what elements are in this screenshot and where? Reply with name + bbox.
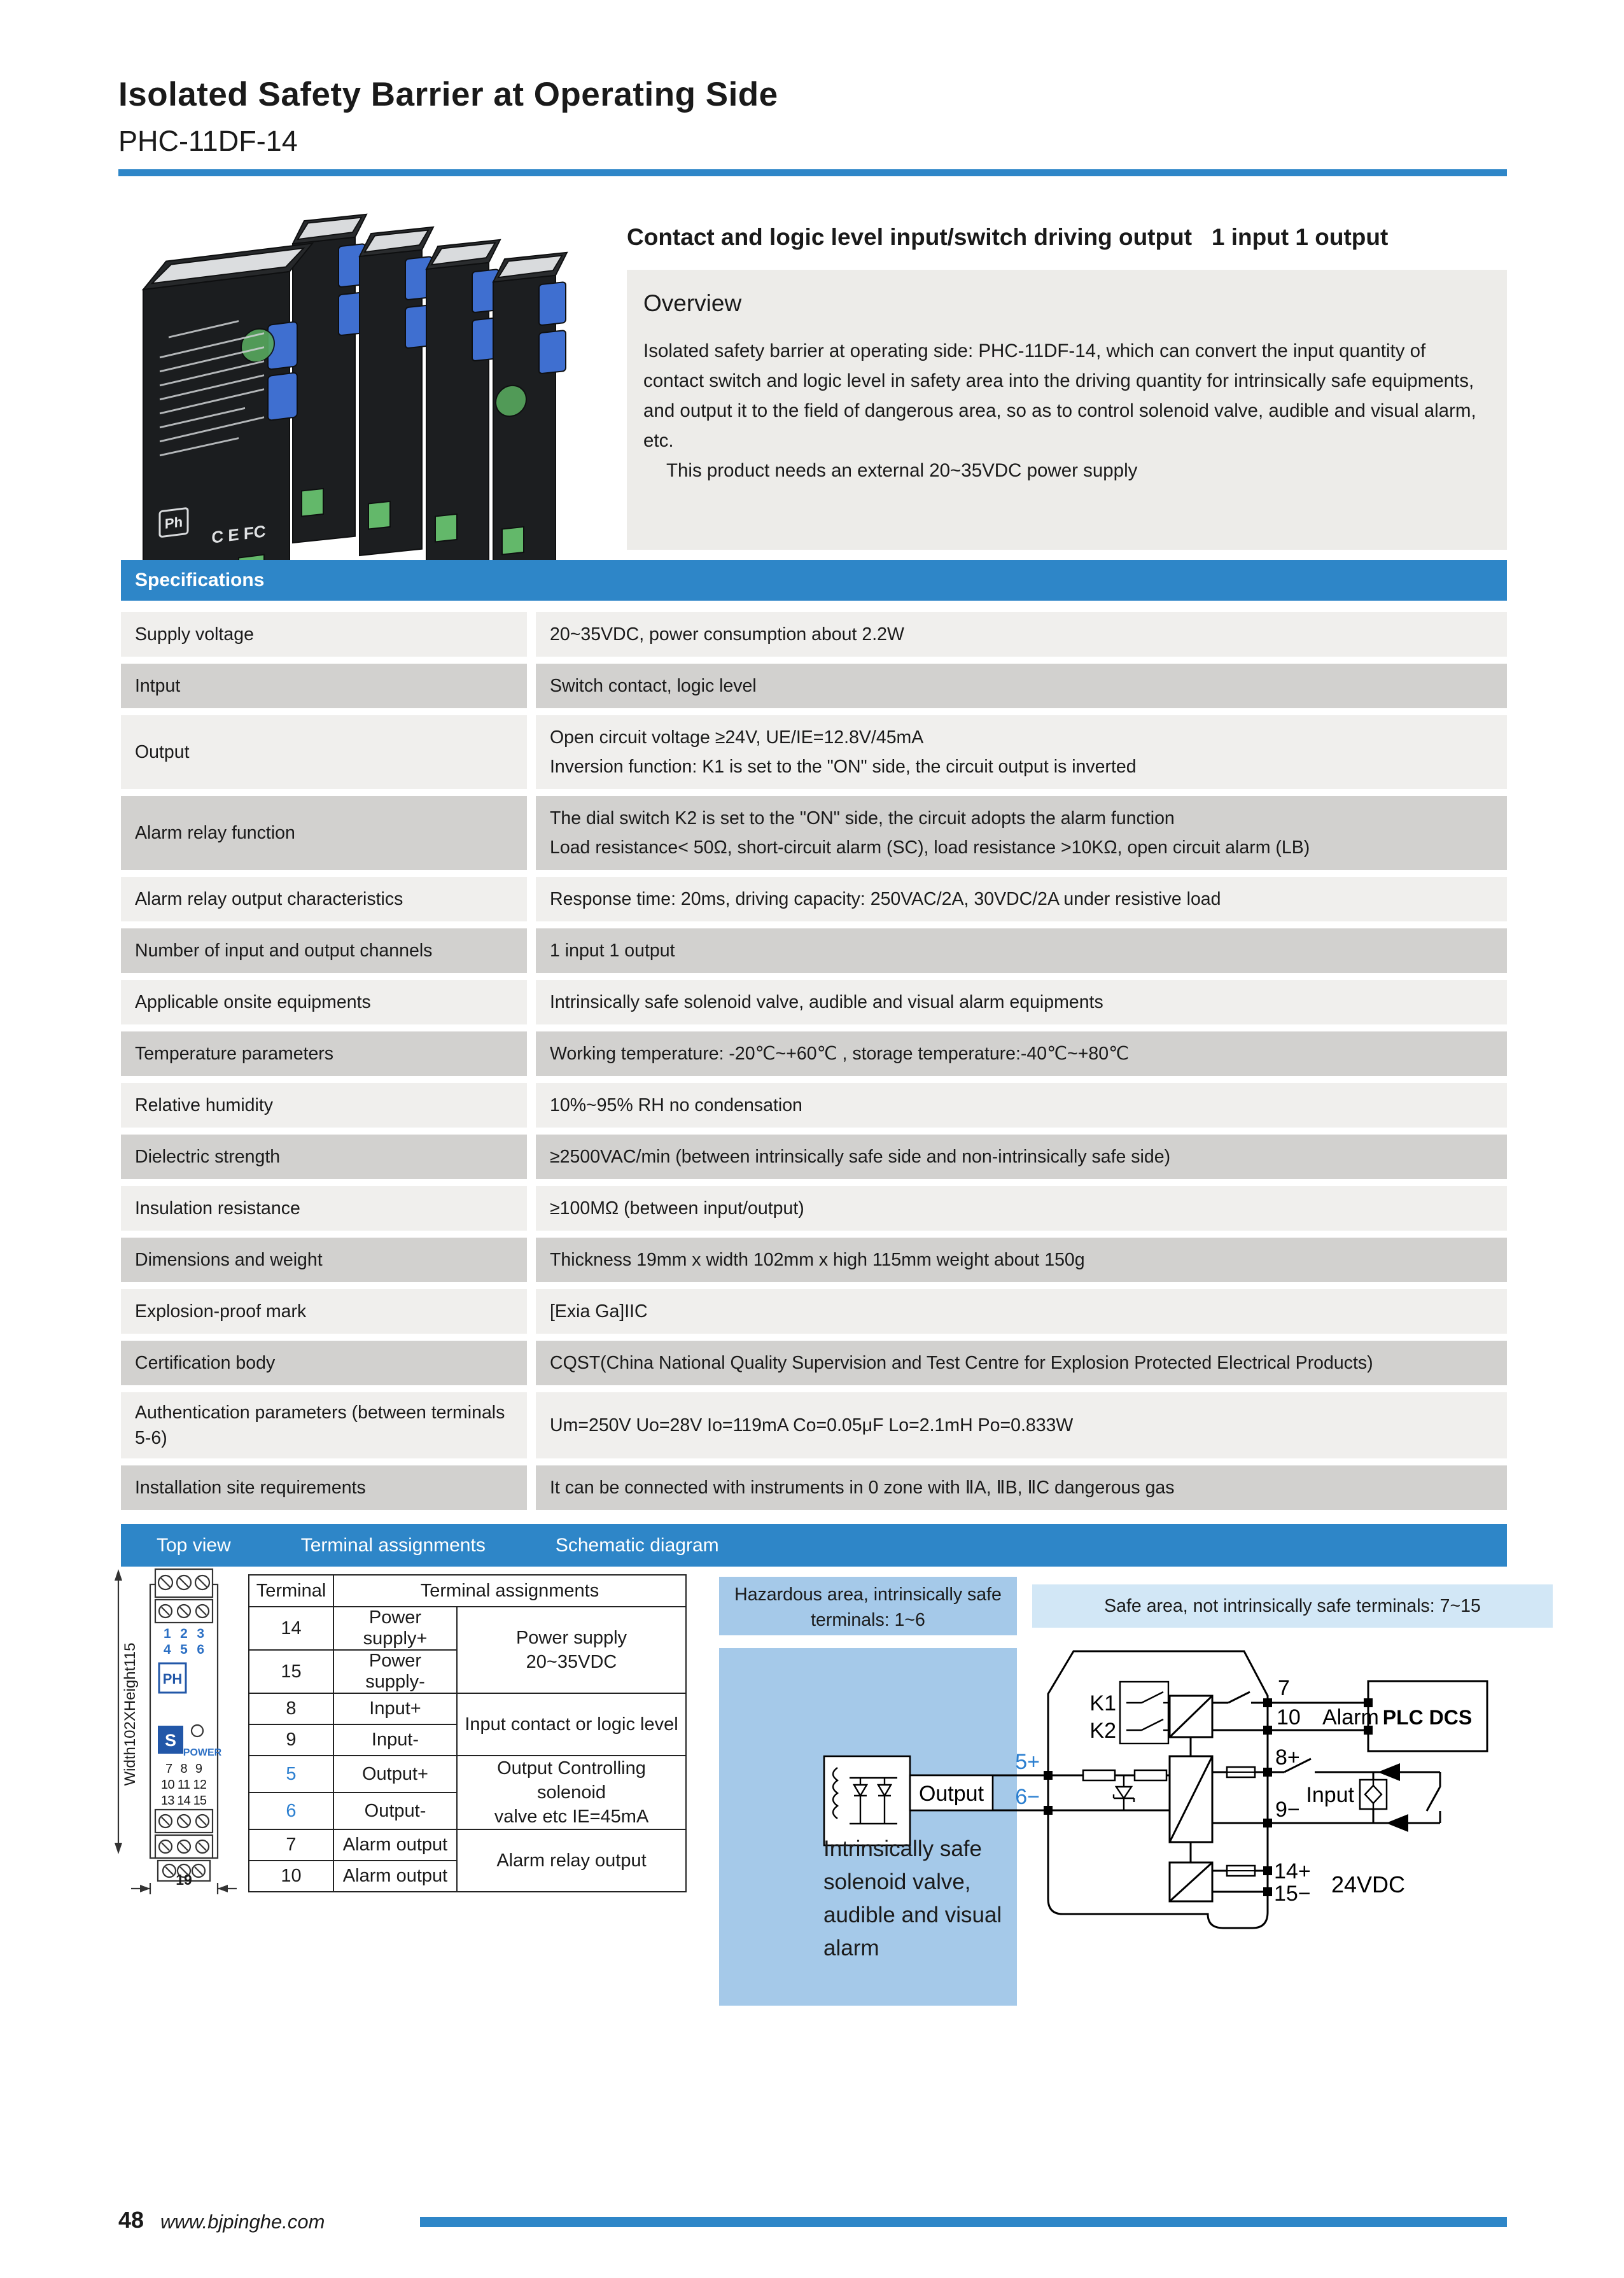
terminal-6-label: 6− [1015,1785,1040,1809]
overview-text: Isolated safety barrier at operating side: PHC-11DF-14, which can convert the input quantity of contact switch and logic level in safety area into the driving quantity for intrinsically safe equipments, and output it to the field of dangerous area, so as to control solenoid valve, audible and visual alarm, etc. [643,340,1476,451]
terminal-col-header: Terminal [249,1575,333,1607]
device-terminal-numbers-top-2: 4 5 6 [164,1642,204,1657]
table-row: Insulation resistance ≥100MΩ (between input/output) [121,1186,1507,1231]
title-rule [118,169,1507,176]
device-height-label: Width102XHeight115 [122,1642,139,1786]
k2-label: K2 [1089,1719,1116,1743]
overview-note: This product needs an external 20~35VDC power supply [666,460,1138,481]
table-row: Relative humidity 10%~95% RH no condensation [121,1083,1507,1128]
certification-logo: S [164,1731,177,1750]
table-row: Alarm relay output characteristics Response time: 20ms, driving capacity: 250VAC/2A, 30VDC/2A under resistive load [121,877,1507,921]
table-row: 15 Power supply- [249,1650,686,1693]
table-row: Dielectric strength ≥2500VAC/min (between intrinsically safe side and non-intrinsically safe side) [121,1135,1507,1179]
footer-rule [420,2217,1507,2227]
product-photo [130,207,576,570]
power-led-label: POWER [183,1747,222,1758]
device-top-view [109,1567,251,1897]
table-row: 6 Output- [249,1792,686,1829]
device-terminal-numbers-bottom-2: 10 11 12 [161,1778,207,1792]
terminal-14-label: 14+ [1274,1859,1311,1883]
table-row: Intput Switch contact, logic level [121,664,1507,708]
specifications-table [121,612,1507,1517]
device-terminal-numbers-top-1: 1 2 3 [164,1626,204,1641]
table-row: Certification body CQST(China National Quality Supervision and Test Centre for Explosion Protected Electrical Products) [121,1341,1507,1385]
section-tab-bar [121,1524,1507,1567]
device-thickness-label: 19 [176,1871,192,1888]
table-row: Installation site requirements It can be connected with instruments in 0 zone with ⅡA, ⅡB, ⅡC dangerous gas [121,1465,1507,1510]
table-row: Output Open circuit voltage ≥24V, UE/IE=12.8V/45mA Inversion function: K1 is set to the "ON" side, the circuit output is inverted [121,715,1507,789]
device-terminal-numbers-bottom-3: 13 14 15 [161,1794,207,1808]
table-row: 8 Input+ Input contact or logic level [249,1693,686,1724]
terminal-5-label: 5+ [1015,1750,1040,1774]
table-row: 7 Alarm output Alarm relay output [249,1829,686,1861]
overview-title: Overview [643,290,742,316]
page-title: Isolated Safety Barrier at Operating Side [118,76,778,113]
table-row: Explosion-proof mark [Exia Ga]IIC [121,1289,1507,1334]
terminal-15-label: 15− [1274,1882,1311,1906]
tab-top-view: Top view [157,1534,231,1556]
svg-text:Ph: Ph [164,514,183,532]
table-row: Authentication parameters (between terminals 5-6) Um=250V Uo=28V Io=119mA Co=0.05μF Lo=2.1mH Po=0.833W [121,1392,1507,1458]
safe-area-header: Safe area, not intrinsically safe terminals: 7~15 [1032,1584,1553,1628]
website: www.bjpinghe.com [160,2211,325,2233]
tab-schematic-diagram: Schematic diagram [555,1534,719,1556]
svg-text:C E FC: C E FC [211,521,266,547]
brand-logo: PH [162,1671,183,1687]
page-number: 48 [118,2207,144,2233]
hazardous-caption: Intrinsically safe solenoid valve, audible and visual alarm [823,1836,1002,1960]
table-row: Supply voltage 20~35VDC, power consumption about 2.2W [121,612,1507,657]
table-row: Dimensions and weight Thickness 19mm x width 102mm x high 115mm weight about 150g [121,1238,1507,1282]
alarm-label: Alarm [1322,1705,1379,1729]
specifications-header: Specifications [121,560,1507,601]
terminal-10-label: 10 [1277,1705,1301,1729]
table-row: Temperature parameters Working temperature: -20℃~+60℃ , storage temperature:-40℃~+80℃ [121,1031,1507,1076]
hazardous-area-header: Hazardous area, intrinsically safe terminals: 1~6 [719,1577,1017,1635]
terminal-7-label: 7 [1278,1676,1290,1700]
diagram-section [0,1565,1624,2023]
tab-terminal-assignments: Terminal assignments [300,1534,486,1556]
device-terminal-numbers-bottom-1: 7 8 9 [165,1762,202,1776]
plc-dcs-label: PLC DCS [1382,1706,1473,1729]
overview-box [627,270,1507,550]
input-label: Input [1306,1783,1354,1807]
assignments-col-header: Terminal assignments [333,1575,686,1607]
table-row: 9 Input- [249,1724,686,1756]
k1-label: K1 [1089,1691,1116,1715]
output-label: Output [918,1782,984,1806]
terminal-8-label: 8+ [1275,1745,1300,1770]
model-number: PHC-11DF-14 [118,125,298,157]
table-row: 10 Alarm output [249,1861,686,1892]
terminal-assignments-table [248,1574,687,1892]
table-row: Applicable onsite equipments Intrinsically safe solenoid valve, audible and visual alarm equipments [121,980,1507,1024]
table-row: 5 Output+ Output Controlling solenoid valve etc IE=45mA [249,1756,686,1792]
terminal-9-label: 9− [1275,1798,1300,1822]
product-heading: Contact and logic level input/switch driving output 1 input 1 output [627,224,1389,250]
table-row: Number of input and output channels 1 input 1 output [121,928,1507,973]
24vdc-label: 24VDC [1331,1871,1406,1897]
table-row: 14 Power supply+ Power supply 20~35VDC [249,1607,686,1650]
table-row: Alarm relay function The dial switch K2 is set to the "ON" side, the circuit adopts the alarm function Load resistance< 50Ω, short-circuit alarm (SC), load resistance >10KΩ, open circuit alarm (LB) [121,796,1507,870]
